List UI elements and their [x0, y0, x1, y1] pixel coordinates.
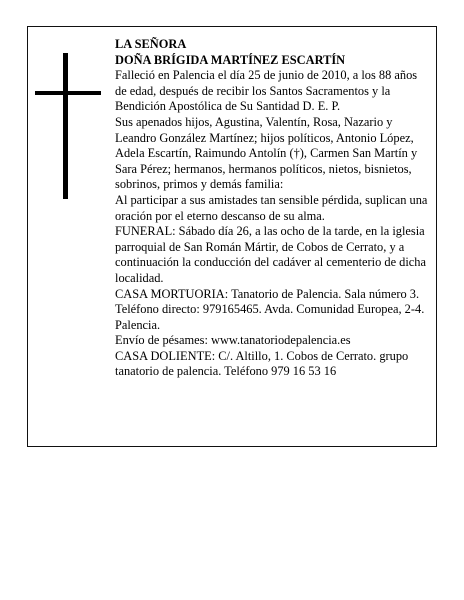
deceased-name: DOÑA BRÍGIDA MARTÍNEZ ESCARTÍN: [115, 52, 346, 67]
funeral-paragraph: FUNERAL: Sábado día 26, a las ocho de la tarde, en la iglesia parroquial de San Román Mártir, de Cobos de Cerrato, y a continuación la conducción del cadáver al cementerio de dicha localidad.: [115, 224, 426, 285]
cross-icon: [35, 53, 101, 199]
cross-vertical-bar: [63, 53, 68, 199]
condolences-paragraph: Envío de pésames: www.tanatoriodepalencia.es: [115, 333, 351, 348]
funeral-home-paragraph: CASA MORTUORIA: Tanatorio de Palencia. Sala número 3. Teléfono directo: 979165465. Avda. Comunidad Europea, 2-4. Palencia.: [115, 286, 425, 332]
death-announcement-paragraph: Falleció en Palencia el día 25 de junio de 2010, a los 88 años de edad, después de recibir los Santos Sacramentos y la Bendición Apostólica de Su Santidad D. E. P.: [115, 68, 418, 114]
prayer-request-paragraph: Al participar a sus amistades tan sensible pérdida, suplican una oración por el eterno descanso de su alma.: [115, 192, 428, 223]
obituary-notice: [27, 26, 437, 447]
cross-horizontal-bar: [35, 91, 101, 95]
family-home-paragraph: CASA DOLIENTE: C/. Altillo, 1. Cobos de Cerrato. grupo tanatorio de palencia. Teléfono 979 16 53 16: [115, 348, 409, 379]
family-paragraph: Sus apenados hijos, Agustina, Valentín, Rosa, Nazario y Leandro González Martínez; hijos políticos, Antonio López, Adela Escartín, Raimundo Antolín (†), Carmen San Martín y Sara Pérez; hermanos, hermanos políticos, nietos, bisnietos, sobrinos, primos y demás familia:: [115, 114, 418, 192]
notice-header-title: LA SEÑORA: [115, 37, 187, 51]
notice-text: [115, 37, 431, 380]
